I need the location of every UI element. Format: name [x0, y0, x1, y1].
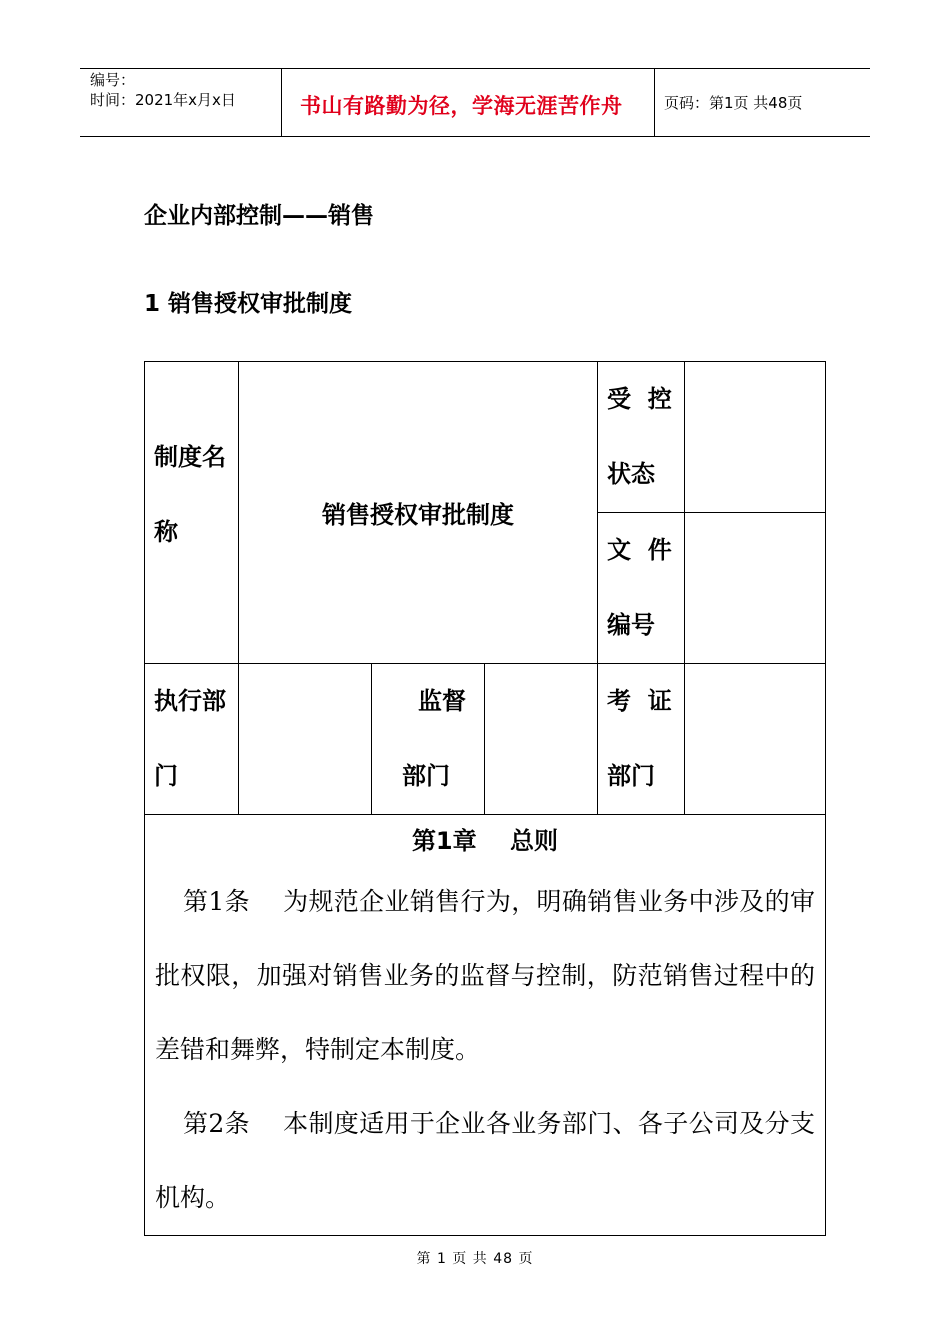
header-bottom-rule — [80, 136, 870, 137]
supervise-label-line2: 部门 — [402, 762, 450, 790]
audit-value-cell — [685, 664, 826, 815]
name-label-cell — [145, 362, 239, 664]
supervise-value-cell — [485, 664, 598, 815]
header-divider — [281, 68, 282, 136]
name-value-cell — [239, 362, 598, 664]
page-footer: 第 1 页 共 48 页 — [416, 1251, 534, 1267]
file-value-cell — [685, 513, 826, 664]
audit-label-cell — [598, 664, 685, 815]
audit-label-line1: 考 证 — [607, 687, 672, 715]
status-label-cell — [598, 362, 685, 513]
article-2: 第2条 本制度适用于企业各业务部门、各子公司及分支机构。 — [155, 1109, 816, 1212]
document-title: 企业内部控制——销售 — [144, 203, 374, 229]
status-value-cell — [685, 362, 826, 513]
exec-value-cell — [239, 664, 372, 815]
file-label-cell — [598, 513, 685, 664]
exec-label-line2: 门 — [154, 762, 178, 790]
exec-label-line1: 执行部 — [154, 687, 226, 715]
file-label-line1: 文 件 — [607, 536, 672, 564]
doc-date-label: 时间：2021年x月x日 — [90, 91, 236, 109]
content-cell — [145, 815, 826, 1236]
status-label-line2: 状态 — [607, 460, 656, 488]
chapter-heading: 第1章 总则 — [411, 827, 559, 855]
supervise-label-line1: 监督 — [418, 687, 466, 715]
regulation-name: 销售授权审批制度 — [322, 501, 514, 529]
status-label-line1: 受 控 — [607, 385, 672, 413]
header-top-rule — [80, 68, 870, 69]
regulation-form-table — [144, 361, 826, 1236]
file-label-line2: 编号 — [607, 611, 656, 639]
header-page-label: 页码：第1页 共48页 — [664, 94, 803, 112]
header-divider — [654, 68, 655, 136]
name-label-line2: 称 — [154, 518, 178, 546]
audit-label-line2: 部门 — [607, 762, 656, 790]
name-label-line1: 制度名 — [154, 443, 226, 471]
section-title: 1 销售授权审批制度 — [144, 291, 353, 317]
doc-number-label: 编号： — [90, 71, 136, 89]
article-1: 第1条 为规范企业销售行为，明确销售业务中涉及的审批权限，加强对销售业务的监督与控制，防范销售过程中的差错和舞弊，特制定本制度。 — [155, 887, 816, 1064]
exec-label-cell — [145, 664, 239, 815]
supervise-label-cell — [372, 664, 485, 815]
header-motto: 书山有路勤为径，学海无涯苦作舟 — [300, 94, 623, 118]
